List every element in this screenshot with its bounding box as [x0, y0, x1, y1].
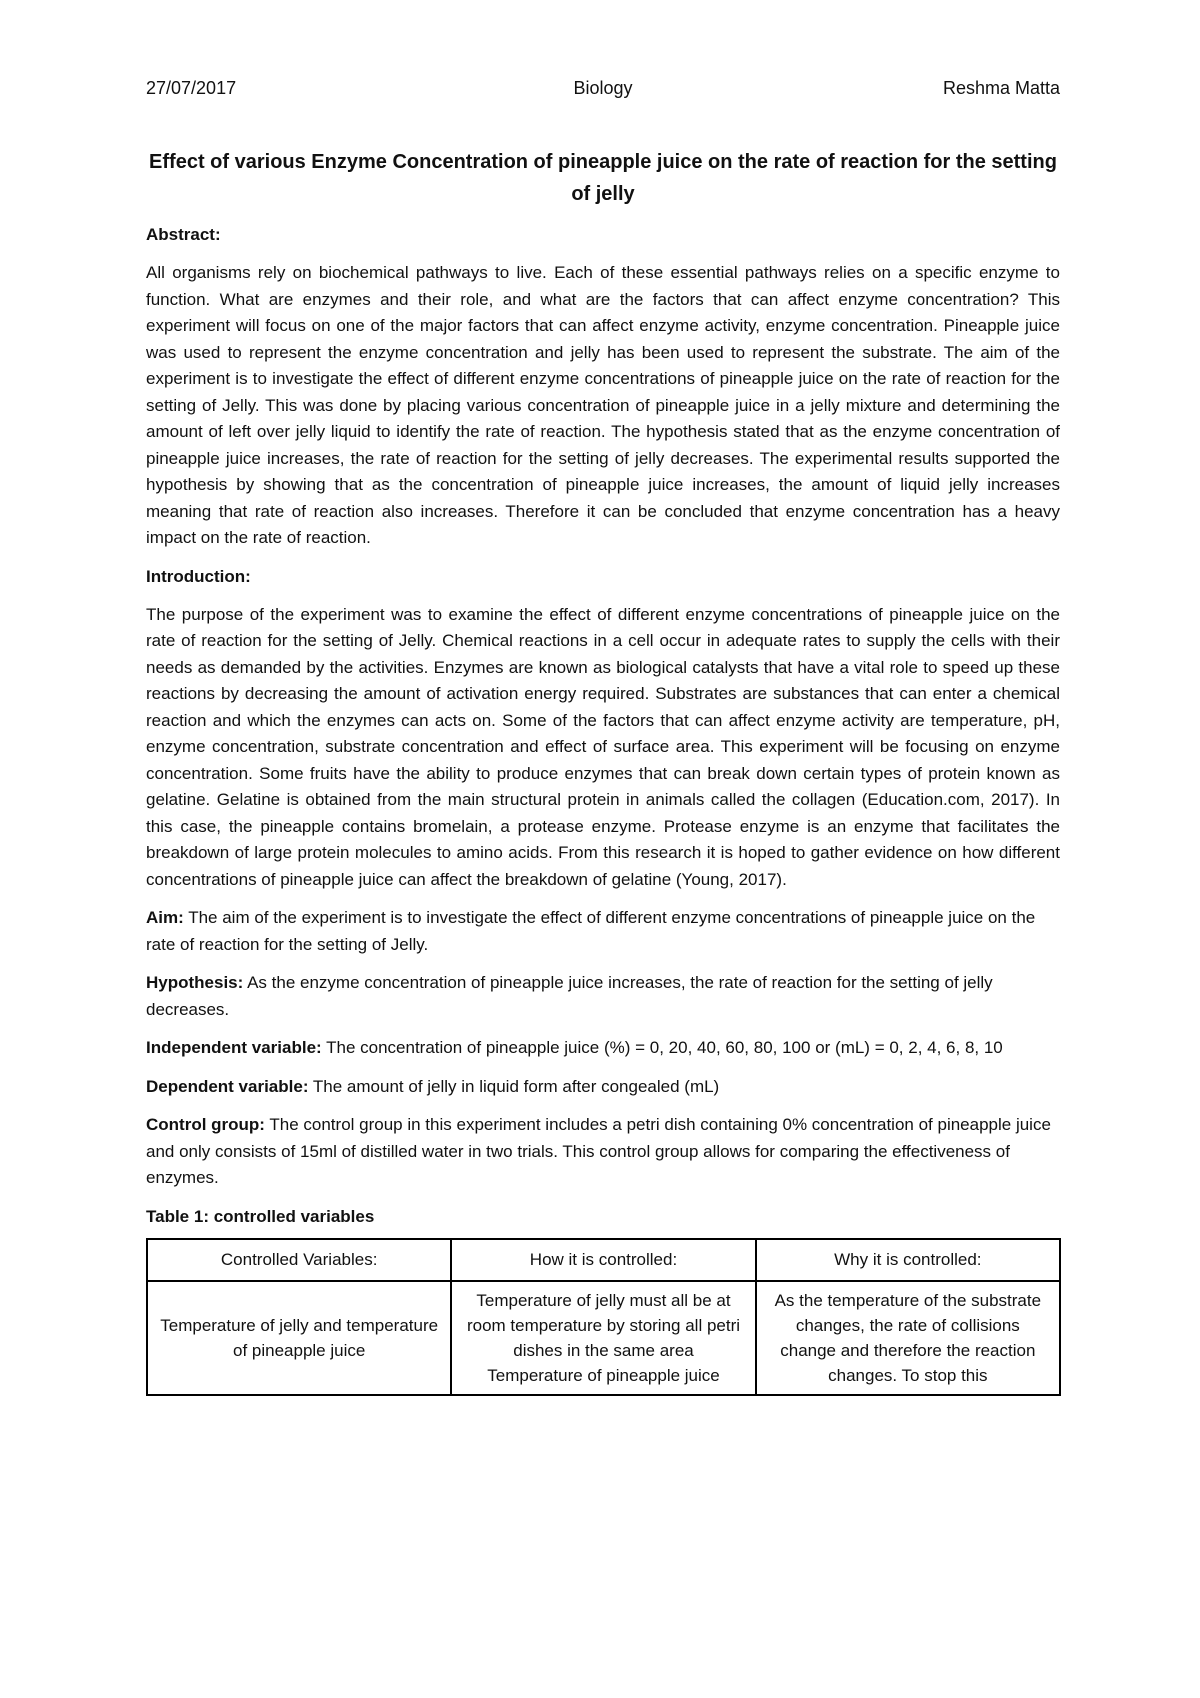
table-header-cell: How it is controlled:	[451, 1239, 755, 1281]
table-cell: Temperature of jelly must all be at room temperature by storing all petri dishes in the same area Temperature of pineapple juice	[451, 1281, 755, 1395]
aim-label: Aim:	[146, 908, 184, 927]
dependent-variable-paragraph	[146, 1074, 1060, 1101]
table-cell: Temperature of jelly and temperature of pineapple juice	[147, 1281, 451, 1395]
dependent-variable-label: Dependent variable:	[146, 1076, 309, 1096]
header-subject: Biology	[573, 78, 633, 98]
table-caption: Table 1: controlled variables	[146, 1206, 375, 1226]
control-group-paragraph	[146, 1112, 1060, 1192]
introduction-heading: Introduction:	[146, 566, 251, 586]
hypothesis-text: As the enzyme concentration of pineapple juice increases, the rate of reaction for the setting of jelly decreases.	[146, 973, 993, 1019]
header-date: 27/07/2017	[146, 78, 237, 98]
hypothesis-label: Hypothesis:	[146, 973, 244, 992]
document-title: Effect of various Enzyme Concentration of pineapple juice on the rate of reaction for the setting of jelly	[149, 151, 1057, 205]
introduction-paragraph: The purpose of the experiment was to examine the effect of different enzyme concentrations of pineapple juice on the rate of reaction for the setting of Jelly. Chemical reactions in a cell occur in adequate rates to supply the cells with their needs as demanded by the activities. Enzymes are known as biological catalysts that have a vital role to speed up these reactions by decreasing the amount of activation energy required. Substrates are substances that can enter a chemical reaction and which the enzymes can acts on. Some of the factors that can affect enzyme activity are temperature, pH, enzyme concentration, substrate concentration and effect of surface area. This experiment will be focusing on enzyme concentration. Some fruits have the ability to produce enzymes that can break down certain types of protein known as gelatine. Gelatine is obtained from the main structural protein in animals called the collagen (Education.com, 2017). In this case, the pineapple contains bromelain, a protease enzyme. Protease enzyme is an enzyme that facilitates the breakdown of large protein molecules to amino acids. From this research it is hoped to gather evidence on how different concentrations of pineapple juice can affect the breakdown of gelatine (Young, 2017).	[146, 604, 1060, 889]
controlled-variables-table	[146, 1238, 1061, 1396]
table-cell: As the temperature of the substrate changes, the rate of collisions change and therefore the reaction changes. To stop this	[756, 1281, 1060, 1395]
independent-variable-text: The concentration of pineapple juice (%) = 0, 20, 40, 60, 80, 100 or (mL) = 0, 2, 4, 6, 8, 10	[321, 1038, 1003, 1057]
hypothesis-paragraph	[146, 970, 1060, 1023]
independent-variable-paragraph	[146, 1035, 1060, 1062]
abstract-paragraph: All organisms rely on biochemical pathways to live. Each of these essential pathways relies on a specific enzyme to function. What are enzymes and their role, and what are the factors that can affect enzyme concentration? This experiment will focus on one of the major factors that can affect enzyme activity, enzyme concentration. Pineapple juice was used to represent the enzyme concentration and jelly has been used to represent the substrate. The aim of the experiment is to investigate the effect of different enzyme concentrations of pineapple juice on the rate of reaction for the setting of Jelly. This was done by placing various concentration of pineapple juice in a jelly mixture and determining the amount of left over jelly liquid to identify the rate of reaction. The hypothesis stated that as the enzyme concentration of pineapple juice increases, the rate of reaction for the setting of jelly decreases. The experimental results supported the hypothesis by showing that as the concentration of pineapple juice increases, the amount of liquid jelly increases meaning that rate of reaction also increases. Therefore it can be concluded that enzyme concentration has a heavy impact on the rate of reaction.	[146, 263, 1060, 547]
dependent-variable-text: The amount of jelly in liquid form after congealed (mL)	[308, 1076, 720, 1096]
aim-text: The aim of the experiment is to investigate the effect of different enzyme concentrations of pineapple juice on the rate of reaction for the setting of Jelly.	[146, 908, 1036, 954]
control-group-text: The control group in this experiment includes a petri dish containing 0% concentration of pineapple juice and only consists of 15ml of distilled water in two trials. This control group allows for comparing the effectiveness of enzymes.	[146, 1115, 1051, 1187]
page-header	[146, 74, 1060, 102]
control-group-label: Control group:	[146, 1115, 265, 1134]
table-header-cell: Why it is controlled:	[756, 1239, 1060, 1281]
aim-paragraph	[146, 905, 1060, 958]
independent-variable-label: Independent variable:	[146, 1038, 322, 1057]
document-body	[146, 146, 1060, 1396]
abstract-heading: Abstract:	[146, 225, 221, 244]
header-author: Reshma Matta	[942, 78, 1060, 98]
table-row	[147, 1281, 1060, 1395]
table-header-cell: Controlled Variables:	[147, 1239, 451, 1281]
table-header-row	[147, 1239, 1060, 1281]
